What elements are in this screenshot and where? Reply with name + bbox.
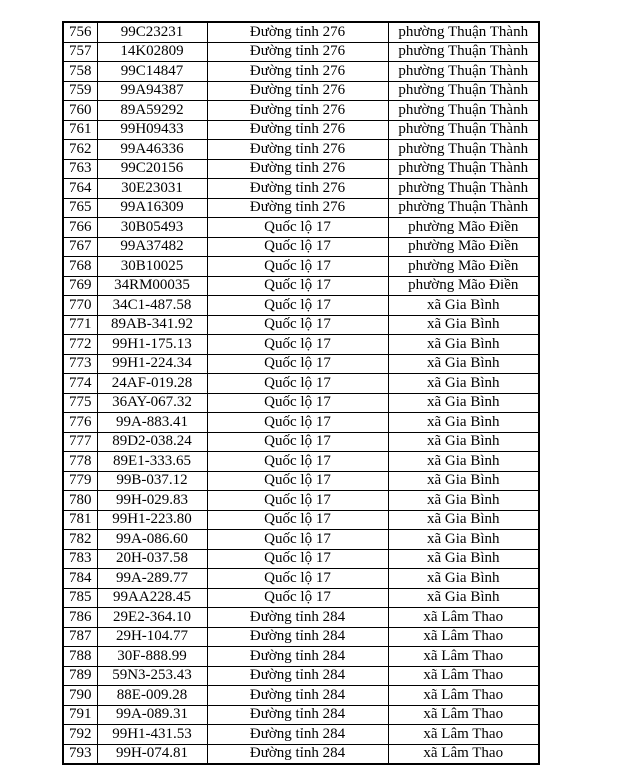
- row-number-cell: 761: [63, 120, 97, 140]
- row-number-cell: 764: [63, 179, 97, 199]
- plate-cell: 29H-104.77: [97, 627, 207, 647]
- plate-cell: 14K02809: [97, 42, 207, 62]
- ward-cell: xã Lâm Thao: [388, 705, 539, 725]
- plate-cell: 89E1-333.65: [97, 452, 207, 472]
- plate-cell: 34RM00035: [97, 276, 207, 296]
- ward-cell: phường Mão Điền: [388, 257, 539, 277]
- plate-cell: 89D2-038.24: [97, 432, 207, 452]
- table-row: [63, 374, 539, 394]
- ward-cell: xã Lâm Thao: [388, 647, 539, 667]
- plate-cell: 99C14847: [97, 62, 207, 82]
- ward-cell: xã Gia Bình: [388, 354, 539, 374]
- plate-cell: 99AA228.45: [97, 588, 207, 608]
- road-cell: Quốc lộ 17: [207, 296, 388, 316]
- ward-cell: xã Gia Bình: [388, 530, 539, 550]
- road-cell: Đường tỉnh 276: [207, 81, 388, 101]
- road-cell: Quốc lộ 17: [207, 452, 388, 472]
- table-row: [63, 179, 539, 199]
- road-cell: Đường tỉnh 284: [207, 744, 388, 764]
- road-cell: Quốc lộ 17: [207, 432, 388, 452]
- ward-cell: phường Mão Điền: [388, 237, 539, 257]
- ward-cell: xã Lâm Thao: [388, 686, 539, 706]
- plate-cell: 29E2-364.10: [97, 608, 207, 628]
- ward-cell: xã Gia Bình: [388, 335, 539, 355]
- road-cell: Quốc lộ 17: [207, 413, 388, 433]
- table-row: [63, 159, 539, 179]
- table-row: [63, 81, 539, 101]
- row-number-cell: 776: [63, 413, 97, 433]
- row-number-cell: 792: [63, 725, 97, 745]
- license-plate-table: [62, 21, 540, 765]
- plate-cell: 99H09433: [97, 120, 207, 140]
- table-row: [63, 22, 539, 42]
- row-number-cell: 787: [63, 627, 97, 647]
- row-number-cell: 770: [63, 296, 97, 316]
- ward-cell: phường Thuận Thành: [388, 198, 539, 218]
- table-row: [63, 218, 539, 238]
- road-cell: Đường tỉnh 284: [207, 686, 388, 706]
- table-row: [63, 237, 539, 257]
- ward-cell: xã Gia Bình: [388, 413, 539, 433]
- plate-cell: 99A-289.77: [97, 569, 207, 589]
- row-number-cell: 789: [63, 666, 97, 686]
- plate-table-body: [63, 22, 539, 764]
- road-cell: Quốc lộ 17: [207, 237, 388, 257]
- road-cell: Quốc lộ 17: [207, 257, 388, 277]
- row-number-cell: 769: [63, 276, 97, 296]
- road-cell: Quốc lộ 17: [207, 315, 388, 335]
- road-cell: Đường tỉnh 276: [207, 179, 388, 199]
- row-number-cell: 780: [63, 491, 97, 511]
- ward-cell: xã Gia Bình: [388, 471, 539, 491]
- row-number-cell: 777: [63, 432, 97, 452]
- row-number-cell: 788: [63, 647, 97, 667]
- plate-cell: 99H1-224.34: [97, 354, 207, 374]
- table-row: [63, 257, 539, 277]
- table-row: [63, 744, 539, 764]
- ward-cell: phường Thuận Thành: [388, 179, 539, 199]
- table-row: [63, 471, 539, 491]
- table-row: [63, 315, 539, 335]
- table-row: [63, 510, 539, 530]
- ward-cell: phường Thuận Thành: [388, 140, 539, 160]
- road-cell: Đường tỉnh 276: [207, 198, 388, 218]
- table-row: [63, 491, 539, 511]
- ward-cell: xã Gia Bình: [388, 393, 539, 413]
- road-cell: Đường tỉnh 276: [207, 120, 388, 140]
- plate-cell: 89A59292: [97, 101, 207, 121]
- road-cell: Quốc lộ 17: [207, 569, 388, 589]
- row-number-cell: 779: [63, 471, 97, 491]
- row-number-cell: 783: [63, 549, 97, 569]
- road-cell: Quốc lộ 17: [207, 276, 388, 296]
- ward-cell: xã Lâm Thao: [388, 666, 539, 686]
- ward-cell: phường Mão Điền: [388, 276, 539, 296]
- road-cell: Quốc lộ 17: [207, 549, 388, 569]
- row-number-cell: 784: [63, 569, 97, 589]
- ward-cell: xã Gia Bình: [388, 315, 539, 335]
- table-row: [63, 608, 539, 628]
- table-row: [63, 276, 539, 296]
- row-number-cell: 772: [63, 335, 97, 355]
- ward-cell: phường Thuận Thành: [388, 159, 539, 179]
- ward-cell: xã Lâm Thao: [388, 725, 539, 745]
- road-cell: Đường tỉnh 276: [207, 159, 388, 179]
- road-cell: Đường tỉnh 276: [207, 62, 388, 82]
- table-row: [63, 432, 539, 452]
- road-cell: Đường tỉnh 276: [207, 140, 388, 160]
- row-number-cell: 791: [63, 705, 97, 725]
- plate-cell: 99C23231: [97, 22, 207, 42]
- road-cell: Quốc lộ 17: [207, 588, 388, 608]
- ward-cell: phường Thuận Thành: [388, 62, 539, 82]
- plate-cell: 30E23031: [97, 179, 207, 199]
- plate-cell: 99B-037.12: [97, 471, 207, 491]
- road-cell: Quốc lộ 17: [207, 393, 388, 413]
- table-row: [63, 588, 539, 608]
- ward-cell: xã Gia Bình: [388, 569, 539, 589]
- plate-cell: 88E-009.28: [97, 686, 207, 706]
- ward-cell: xã Gia Bình: [388, 374, 539, 394]
- table-row: [63, 725, 539, 745]
- row-number-cell: 771: [63, 315, 97, 335]
- table-row: [63, 705, 539, 725]
- row-number-cell: 786: [63, 608, 97, 628]
- plate-cell: 59N3-253.43: [97, 666, 207, 686]
- plate-cell: 20H-037.58: [97, 549, 207, 569]
- road-cell: Đường tỉnh 276: [207, 22, 388, 42]
- table-row: [63, 62, 539, 82]
- table-row: [63, 354, 539, 374]
- road-cell: Đường tỉnh 284: [207, 647, 388, 667]
- plate-cell: 99A-883.41: [97, 413, 207, 433]
- row-number-cell: 758: [63, 62, 97, 82]
- road-cell: Quốc lộ 17: [207, 335, 388, 355]
- plate-cell: 99A37482: [97, 237, 207, 257]
- ward-cell: phường Thuận Thành: [388, 101, 539, 121]
- ward-cell: xã Lâm Thao: [388, 744, 539, 764]
- table-row: [63, 647, 539, 667]
- ward-cell: xã Gia Bình: [388, 491, 539, 511]
- road-cell: Quốc lộ 17: [207, 218, 388, 238]
- table-row: [63, 393, 539, 413]
- ward-cell: xã Lâm Thao: [388, 608, 539, 628]
- row-number-cell: 762: [63, 140, 97, 160]
- table-row: [63, 686, 539, 706]
- ward-cell: xã Gia Bình: [388, 588, 539, 608]
- road-cell: Quốc lộ 17: [207, 510, 388, 530]
- road-cell: Đường tỉnh 284: [207, 608, 388, 628]
- table-row: [63, 530, 539, 550]
- road-cell: Đường tỉnh 284: [207, 725, 388, 745]
- plate-cell: 30B10025: [97, 257, 207, 277]
- table-row: [63, 335, 539, 355]
- plate-cell: 99H-029.83: [97, 491, 207, 511]
- plate-cell: 30B05493: [97, 218, 207, 238]
- table-row: [63, 666, 539, 686]
- plate-cell: 99A-086.60: [97, 530, 207, 550]
- plate-cell: 99H1-175.13: [97, 335, 207, 355]
- table-row: [63, 140, 539, 160]
- plate-cell: 24AF-019.28: [97, 374, 207, 394]
- plate-cell: 99C20156: [97, 159, 207, 179]
- road-cell: Quốc lộ 17: [207, 354, 388, 374]
- ward-cell: xã Lâm Thao: [388, 627, 539, 647]
- road-cell: Đường tỉnh 276: [207, 101, 388, 121]
- plate-cell: 99H1-431.53: [97, 725, 207, 745]
- ward-cell: xã Gia Bình: [388, 432, 539, 452]
- road-cell: Quốc lộ 17: [207, 374, 388, 394]
- row-number-cell: 765: [63, 198, 97, 218]
- row-number-cell: 756: [63, 22, 97, 42]
- plate-cell: 99H1-223.80: [97, 510, 207, 530]
- row-number-cell: 790: [63, 686, 97, 706]
- ward-cell: phường Thuận Thành: [388, 22, 539, 42]
- row-number-cell: 781: [63, 510, 97, 530]
- row-number-cell: 767: [63, 237, 97, 257]
- row-number-cell: 757: [63, 42, 97, 62]
- row-number-cell: 782: [63, 530, 97, 550]
- row-number-cell: 759: [63, 81, 97, 101]
- ward-cell: xã Gia Bình: [388, 549, 539, 569]
- plate-cell: 99A-089.31: [97, 705, 207, 725]
- table-row: [63, 296, 539, 316]
- ward-cell: phường Thuận Thành: [388, 120, 539, 140]
- table-row: [63, 452, 539, 472]
- ward-cell: phường Thuận Thành: [388, 42, 539, 62]
- row-number-cell: 774: [63, 374, 97, 394]
- plate-cell: 99A46336: [97, 140, 207, 160]
- road-cell: Đường tỉnh 276: [207, 42, 388, 62]
- row-number-cell: 768: [63, 257, 97, 277]
- road-cell: Quốc lộ 17: [207, 471, 388, 491]
- table-row: [63, 569, 539, 589]
- road-cell: Đường tỉnh 284: [207, 705, 388, 725]
- ward-cell: phường Thuận Thành: [388, 81, 539, 101]
- table-row: [63, 42, 539, 62]
- road-cell: Quốc lộ 17: [207, 530, 388, 550]
- table-row: [63, 198, 539, 218]
- road-cell: Quốc lộ 17: [207, 491, 388, 511]
- table-row: [63, 413, 539, 433]
- plate-cell: 30F-888.99: [97, 647, 207, 667]
- row-number-cell: 766: [63, 218, 97, 238]
- table-row: [63, 120, 539, 140]
- plate-cell: 99H-074.81: [97, 744, 207, 764]
- row-number-cell: 763: [63, 159, 97, 179]
- ward-cell: phường Mão Điền: [388, 218, 539, 238]
- row-number-cell: 778: [63, 452, 97, 472]
- plate-cell: 89AB-341.92: [97, 315, 207, 335]
- plate-cell: 99A94387: [97, 81, 207, 101]
- road-cell: Đường tỉnh 284: [207, 627, 388, 647]
- table-row: [63, 101, 539, 121]
- row-number-cell: 773: [63, 354, 97, 374]
- ward-cell: xã Gia Bình: [388, 296, 539, 316]
- table-row: [63, 549, 539, 569]
- plate-cell: 99A16309: [97, 198, 207, 218]
- row-number-cell: 760: [63, 101, 97, 121]
- row-number-cell: 785: [63, 588, 97, 608]
- ward-cell: xã Gia Bình: [388, 510, 539, 530]
- ward-cell: xã Gia Bình: [388, 452, 539, 472]
- road-cell: Đường tỉnh 284: [207, 666, 388, 686]
- table-row: [63, 627, 539, 647]
- row-number-cell: 793: [63, 744, 97, 764]
- plate-cell: 36AY-067.32: [97, 393, 207, 413]
- plate-cell: 34C1-487.58: [97, 296, 207, 316]
- row-number-cell: 775: [63, 393, 97, 413]
